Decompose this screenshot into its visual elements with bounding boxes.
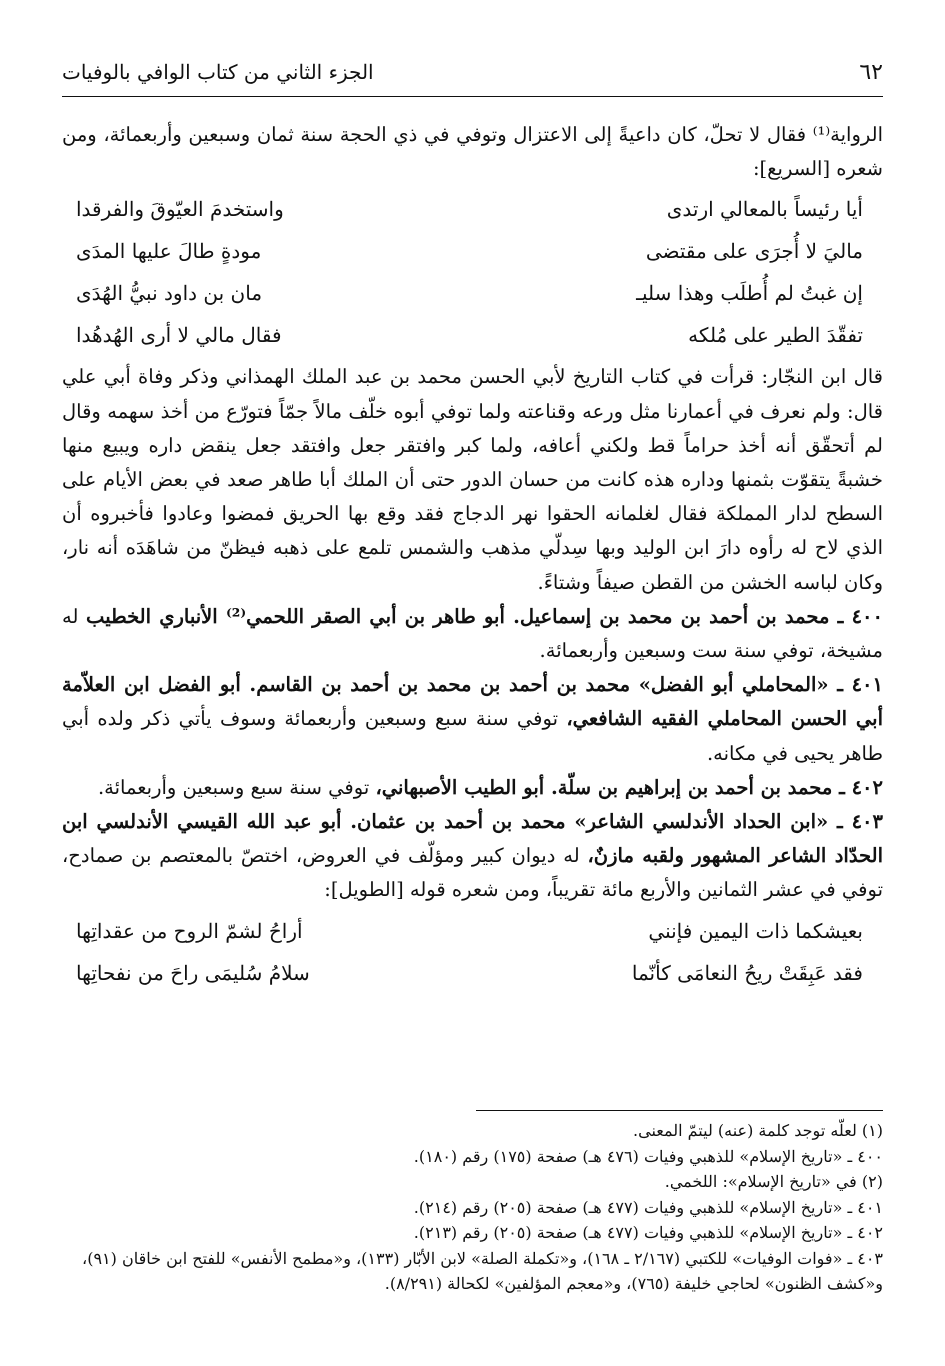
narrative-paragraph: قال ابن النجّار: قرأت في كتاب التاريخ لأبي الحسن محمد بن عبد الملك الهمذاني وذكر وفاة أبي علي قال: ولم نعرف في أعمارنا مثل ورعه وقناعته ولما توفي أبوه خلّف مالاً جمّاً فتورّع من أخذ سهمه وقال لم أتحقّق أنه أخذ حراماً قط ولكني أعافه، ولما كبر وافتقر جعل وافتقد جعل ينقض داره ويبيع منها خشبةً يتقوّت بثمنها وداره هذه كانت من حسان الدور حتى أن الملك أبا طاهر صعد في بعض الأيام على السطح لدار المملكة فقال لغلمانه الحقوا نهر الدجاج فقد وقع بها الحريق فمضوا وعادوا فأخبروه أن الذي لاح له رأوه دارَ ابن الوليد وبها سِدلّي مذهب والشمس تلمع على ذهبه فيظنّ من شاهَدَه أنه نار، وكان لباسه الخشن من القطن صيفاً وشتاءً. xyxy=(62,365,883,594)
footnote: ٤٠٣ ـ «فوات الوفيات» للكتبي (٢/١٦٧ ـ ١٦٨)، و«تكملة الصلة» لابن الأبّار (١٣٣)، و«مطمح الأنفس» للفتح ابن خاقان (٩١)، و«كشف الظنون» لحاجي خليفة (٧٦٥)، و«معجم المؤلفين» لكحالة (٨/٢٩١). xyxy=(82,1248,883,1293)
page-number: ٦٢ xyxy=(859,60,883,85)
poem-1 xyxy=(62,188,883,356)
verse-line xyxy=(62,272,883,314)
entry-text: له ديوان كبير ومؤلّف في العروض، اختصّ بالمعتصم بن صمادح، توفي في عشر الثمانين والأربع مائة تقريباً، ومن شعره قوله [الطويل]: xyxy=(62,844,883,902)
footnote: ٤٠٢ ـ «تاريخ الإسلام» للذهبي وفيات (٤٧٧ هـ) صفحة (٢٠٥) رقم (٢١٣). xyxy=(413,1223,883,1242)
footnotes xyxy=(62,1118,883,1297)
footnote: ٤٠٠ ـ «تاريخ الإسلام» للذهبي وفيات (٤٧٦ هـ) صفحة (١٧٥) رقم (١٨٠). xyxy=(413,1146,883,1166)
hemistich-left: فقال مالي لا أرى الهُدهُدا xyxy=(76,323,282,348)
verse-line xyxy=(62,314,883,356)
verse-line xyxy=(62,952,883,994)
verse-line xyxy=(62,188,883,230)
running-title: الجزء الثاني من كتاب الوافي بالوفيات xyxy=(62,60,374,84)
footnote-divider xyxy=(476,1110,883,1111)
hemistich-right: تفقّدَ الطير على مُلكه xyxy=(688,323,863,348)
running-header xyxy=(62,56,883,97)
entry-text: توفي سنة سبع وسبعين وأربعمائة. xyxy=(97,775,376,799)
main-text xyxy=(62,118,883,998)
hemistich-right: بعيشكما ذات اليمين فإنني xyxy=(648,918,863,943)
verse-line xyxy=(62,230,883,272)
entry-heading: ٤٠٣ ـ «ابن الحداد الأندلسي الشاعر» محمد بن أحمد بن عثمان. أبو عبد الله القيسي الأندلسي ابن الحدّاد الشاعر المشهور ولقبه مازنٌ، xyxy=(62,810,883,868)
hemistich-right: إن غبتُ لم أُطلَب وهذا سليـ xyxy=(636,281,863,306)
entry-heading: ٤٠٠ ـ محمد بن أحمد بن محمد بن إسماعيل. أبو طاهر بن أبي الصقر اللحمي⁽²⁾ الأنباري الخطيب xyxy=(86,604,883,628)
entry-text: له مشيخة، توفي سنة ست وسبعين وأربعمائة. xyxy=(62,604,883,663)
verse-line xyxy=(62,910,883,952)
hemistich-left: مان بن داود نبيُّ الهُدَى xyxy=(76,281,263,306)
hemistich-left: أراحُ لشمّ الروح من عقداتِها xyxy=(76,918,303,943)
entry-402 xyxy=(62,771,883,805)
hemistich-right: فقد عَبِقَتْ ريحُ النعامَى كأنّما xyxy=(631,960,863,985)
intro-paragraph: الرواية⁽¹⁾ فقال لا تحلّ، كان داعيةً إلى الاعتزال وتوفي في ذي الحجة سنة ثمان وسبعين وأربعمائة، ومن شعره [السريع]: xyxy=(62,123,883,181)
entry-heading: ٤٠١ ـ «المحاملي أبو الفضل» محمد بن أحمد بن محمد بن أحمد بن القاسم. أبو الفضل ابن العلاّمة أبي الحسن المحاملي الفقيه الشافعي، xyxy=(62,673,883,731)
entry-401 xyxy=(62,668,883,771)
entry-403 xyxy=(62,805,883,908)
hemistich-left: واستخدمَ العيّوقَ والفرقدا xyxy=(76,197,284,222)
hemistich-left: مودةٍ طالَ عليها المدَى xyxy=(76,239,262,264)
poem-2 xyxy=(62,910,883,994)
hemistich-right: ماليَ لا أُجرَى على مقتضى xyxy=(645,239,863,264)
footnote: (٢) في «تاريخ الإسلام»: اللخمي. xyxy=(664,1172,883,1191)
hemistich-right: أيا رئيساً بالمعالي ارتدى xyxy=(666,197,863,222)
entry-400 xyxy=(62,600,883,668)
hemistich-left: سلامُ سُليمَى راحَ من نفحاتِها xyxy=(76,960,310,985)
entry-heading: ٤٠٢ ـ محمد بن أحمد بن إبراهيم بن سلّة. أبو الطيب الأصبهاني، xyxy=(375,775,883,799)
footnote: ٤٠١ ـ «تاريخ الإسلام» للذهبي وفيات (٤٧٧ هـ) صفحة (٢٠٥) رقم (٢١٤). xyxy=(413,1197,883,1217)
entry-text: توفي سنة سبع وسبعين وأربعمائة وسوف يأتي ذكر ولده أبي طاهر يحيى في مكانه. xyxy=(62,707,883,765)
footnote: (١) لعلّه توجد كلمة (عنه) ليتمّ المعنى. xyxy=(633,1121,883,1140)
